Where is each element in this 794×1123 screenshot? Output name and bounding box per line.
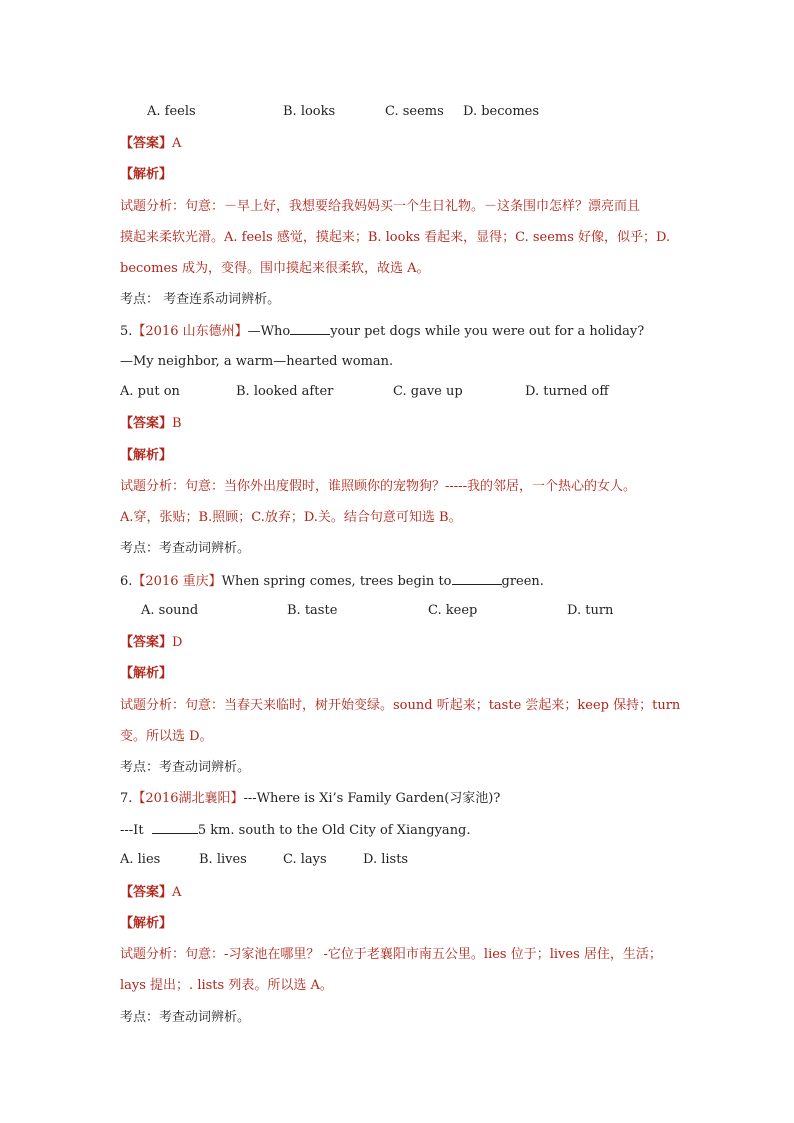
q5-blank [290, 322, 330, 335]
q4-analysis-line-3: becomes 成为，变得。围巾摸起来很柔软，故选 A。 [120, 261, 430, 276]
q6-option-a: A. sound [141, 603, 199, 618]
q5-answer: 【答案】B [120, 416, 182, 431]
q7-analysis-label: 【解析】 [120, 916, 173, 931]
q7-option-c: C. lays [283, 852, 327, 867]
q7-option-b: B. lives [199, 852, 247, 867]
q6-answer: 【答案】D [120, 635, 183, 650]
q6-analysis-line-1: 试题分析：句意：当春天来临时，树开始变绿。sound 听起来；taste 尝起来；keep 保持；turn [120, 698, 681, 713]
q7-answer: 【答案】A [120, 885, 182, 900]
q7-blank [152, 821, 198, 834]
q5-analysis-label: 【解析】 [120, 448, 173, 463]
q7-option-a: A. lies [120, 852, 161, 867]
q5-stem: 5.【2016 山东德州】—Who your pet dogs while you were out for a holiday? [120, 324, 645, 339]
q7-reply: ---It 5 km. south to the Old City of Xiangyang. [120, 823, 471, 838]
q5-analysis-line-1: 试题分析：句意：当你外出度假时，谁照顾你的宠物狗？-----我的邻居，一个热心的女人。 [120, 479, 636, 494]
q7-analysis-line-2: lays 提出；. lists 列表。所以选 A。 [120, 978, 333, 993]
q4-analysis-line-2: 摸起来柔软光滑。A. feels 感觉，摸起来；B. looks 看起来，显得；C. seems 好像，似乎；D. [120, 230, 671, 245]
q4-option-a: A. feels [147, 104, 196, 119]
q6-option-c: C. keep [428, 603, 478, 618]
q4-option-b: B. looks [283, 104, 336, 119]
q6-stem: 6.【2016 重庆】When spring comes, trees begin to green. [120, 574, 544, 589]
q7-analysis-line-1: 试题分析：句意：-习家池在哪里？ -它位于老襄阳市南五公里。lies 位于；lives 居住，生活； [120, 947, 662, 962]
q5-reply: —My neighbor, a warm—hearted woman. [120, 354, 394, 369]
q4-analysis-label: 【解析】 [120, 167, 173, 182]
q4-option-c: C. seems [385, 104, 444, 119]
q5-option-a: A. put on [120, 384, 180, 399]
q6-option-d: D. turn [567, 603, 614, 618]
q6-blank [452, 572, 502, 585]
q5-option-b: B. looked after [236, 384, 334, 399]
q7-point: 考点：考查动词辨析。 [120, 1010, 251, 1025]
q7-option-d: D. lists [363, 852, 409, 867]
q6-option-b: B. taste [287, 603, 338, 618]
q6-point: 考点：考查动词辨析。 [120, 760, 251, 775]
q5-option-d: D. turned off [525, 384, 609, 399]
q4-point: 考点： 考查连系动词辨析。 [120, 292, 281, 307]
q5-point: 考点：考查动词辨析。 [120, 541, 251, 556]
q7-stem: 7.【2016湖北襄阳】---Where is Xi’s Family Garden(习家池)? [120, 791, 501, 806]
q6-analysis-label: 【解析】 [120, 666, 173, 681]
q5-analysis-line-2: A.穿，张贴；B.照顾；C.放弃；D.关。结合句意可知选 B。 [120, 510, 462, 525]
q4-answer: 【答案】A [120, 136, 182, 151]
q4-analysis-line-1: 试题分析：句意：－早上好，我想要给我妈妈买一个生日礼物。－这条围巾怎样？漂亮而且 [120, 199, 641, 214]
q4-option-d: D. becomes [463, 104, 540, 119]
q6-analysis-line-2: 变。所以选 D。 [120, 729, 213, 744]
q5-option-c: C. gave up [393, 384, 463, 399]
